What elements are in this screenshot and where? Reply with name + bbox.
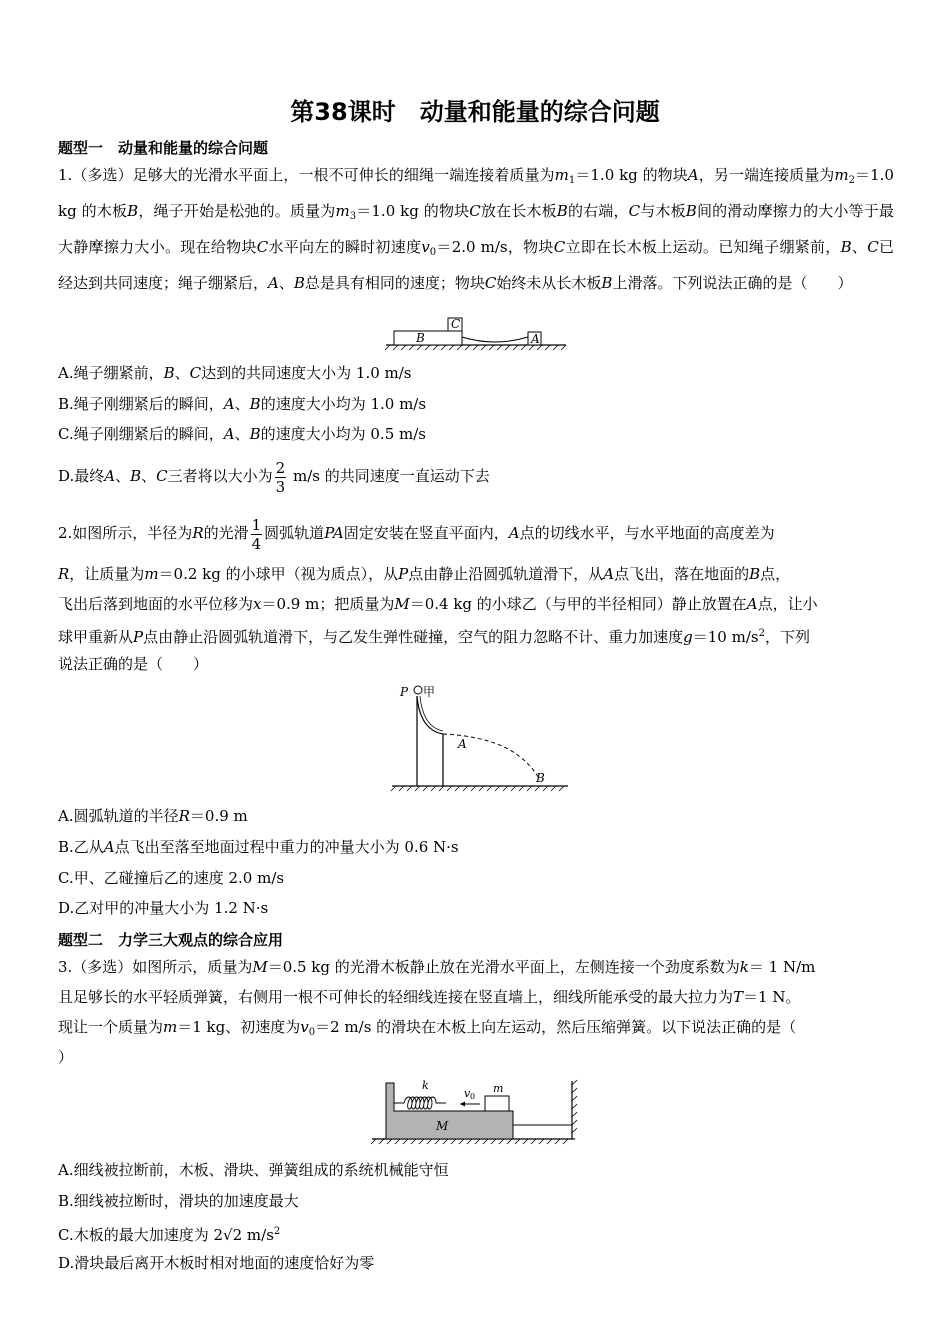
q1-option-c[interactable]: C.绳子刚绷紧后的瞬间，A、B的速度大小均为 0.5 m/s [58, 425, 426, 443]
fraction-quarter: $\frac{1}{4}$ [251, 515, 262, 553]
q1-option-b[interactable]: B.绳子刚绷紧后的瞬间，A、B的速度大小均为 1.0 m/s [58, 395, 427, 413]
label-B: B [416, 331, 425, 345]
label-v: v [464, 1087, 471, 1100]
section-heading-2: 题型二 力学三大观点的综合应用 [58, 931, 284, 949]
question-3-line-4: ） [58, 1048, 74, 1066]
section-heading-1: 题型一 动量和能量的综合问题 [58, 139, 269, 157]
fraction-two-thirds: $\frac{2}{3}$ [275, 458, 286, 496]
question-3-line-1: 3.（多选）如图所示，质量为M＝0.5 kg 的光滑木板静止放在光滑水平面上，左侧连接一个劲度系数为k＝ 1 N/m [58, 958, 816, 976]
board-B [394, 331, 462, 345]
label-B: B [536, 771, 545, 785]
figure-3-spring-board-diagram [370, 1075, 585, 1147]
sqrt-two: √2 [223, 1226, 243, 1244]
q2-option-c[interactable]: C.甲、乙碰撞后乙的速度 2.0 m/s [58, 869, 285, 887]
q3-option-b[interactable]: B.细线被拉断时，滑块的加速度最大 [58, 1192, 299, 1210]
question-2-line-3: 飞出后落到地面的水平位移为x＝0.9 m；把质量为M＝0.4 kg 的小球乙（与甲的半径相同）静止放置在A点，让小 [58, 595, 818, 613]
q1-option-d[interactable]: D.最终A、B、C三者将以大小为 $\frac{2}{3}$ m/s 的共同速度一直运动下去 [58, 458, 490, 496]
label-C: C [451, 317, 461, 331]
q1-option-a[interactable]: A.绳子绷紧前，B、C达到的共同速度大小为 1.0 m/s [58, 364, 412, 382]
question-2-line-1: 2.如图所示，半径为R的光滑 $\frac{1}{4}$ 圆弧轨道PA固定安装在竖直平面内，A点的切线水平，与水平地面的高度差为 [58, 515, 775, 553]
ball-jia [414, 686, 422, 694]
figure-1-board-block-diagram [380, 313, 570, 351]
slack-rope [462, 337, 528, 342]
label-jia: 甲 [423, 685, 436, 699]
q3-option-a[interactable]: A.细线被拉断前，木板、滑块、弹簧组成的系统机械能守恒 [58, 1161, 449, 1179]
label-A: A [531, 332, 540, 346]
label-v-sub: 0 [470, 1092, 476, 1101]
question-3-line-3: 现让一个质量为m＝1 kg、初速度为$v_0=2$ m/s 的滑块在木板上向左运动，然后压缩弹簧。以下说法正确的是（ [58, 1018, 797, 1038]
label-M: M [436, 1119, 449, 1133]
q3-option-d[interactable]: D.滑块最后离开木板时相对地面的速度恰好为零 [58, 1254, 375, 1272]
question-2-line-5: 说法正确的是（ ） [58, 655, 209, 673]
q2-option-a[interactable]: A.圆弧轨道的半径R＝0.9 m [58, 807, 248, 825]
label-k: k [422, 1079, 429, 1092]
question-3-line-2: 且足够长的水平轻质弹簧，右侧用一根不可伸长的轻细线连接在竖直墙上，细线所能承受的最大拉力为T＝1 N。 [58, 988, 801, 1006]
label-A: A [458, 737, 467, 751]
spring [394, 1097, 446, 1109]
q2-option-d[interactable]: D.乙对甲的冲量大小为 1.2 N·s [58, 899, 269, 917]
label-P: P [400, 685, 409, 699]
q3-option-c[interactable]: C.木板的最大加速度为 2√2 $m/s^2$ [58, 1226, 281, 1244]
slider-m [485, 1096, 509, 1111]
question-2-line-2: R，让质量为m＝0.2 kg 的小球甲（视为质点），从P点由静止沿圆弧轨道滑下，从A点飞出，落在地面的B点， [58, 565, 791, 583]
page-title: 第38课时 动量和能量的综合问题 [290, 98, 660, 126]
figure-2-arc-track-diagram [390, 680, 570, 795]
question-2-line-4: 球甲重新从P点由静止沿圆弧轨道滑下，与乙发生弹性碰撞，空气的阻力忽略不计、重力加速度g＝10 $m/s^2$，下列 [58, 628, 810, 646]
question-1-stem: 1.（多选）足够大的光滑水平面上，一根不可伸长的细绳一端连接着质量为$m_1=1.0$ kg 的物块A，另一端连接质量为$m_2=1.0$ kg 的木板B，绳子开始是松弛的。质量为$m_3=1.0$ kg 的物块C放在长木板B的右端，C与木板B间的滑动摩擦力的大小等于最大静摩擦力大小。现在给物块C水平向左的瞬时初速度$v_0=2.0$ m/s，物块C立即在长木板上运动。已知绳子绷紧前，B、C已经达到共同速度；绳子绷紧后，A、B总是具有相同的速度；物块C始终未从长木板B上滑落。下列说法正确的是（ ） [58, 166, 894, 292]
q2-option-b[interactable]: B.乙从A点飞出至落至地面过程中重力的冲量大小为 0.6 N·s [58, 838, 459, 856]
label-m: m [493, 1082, 504, 1095]
